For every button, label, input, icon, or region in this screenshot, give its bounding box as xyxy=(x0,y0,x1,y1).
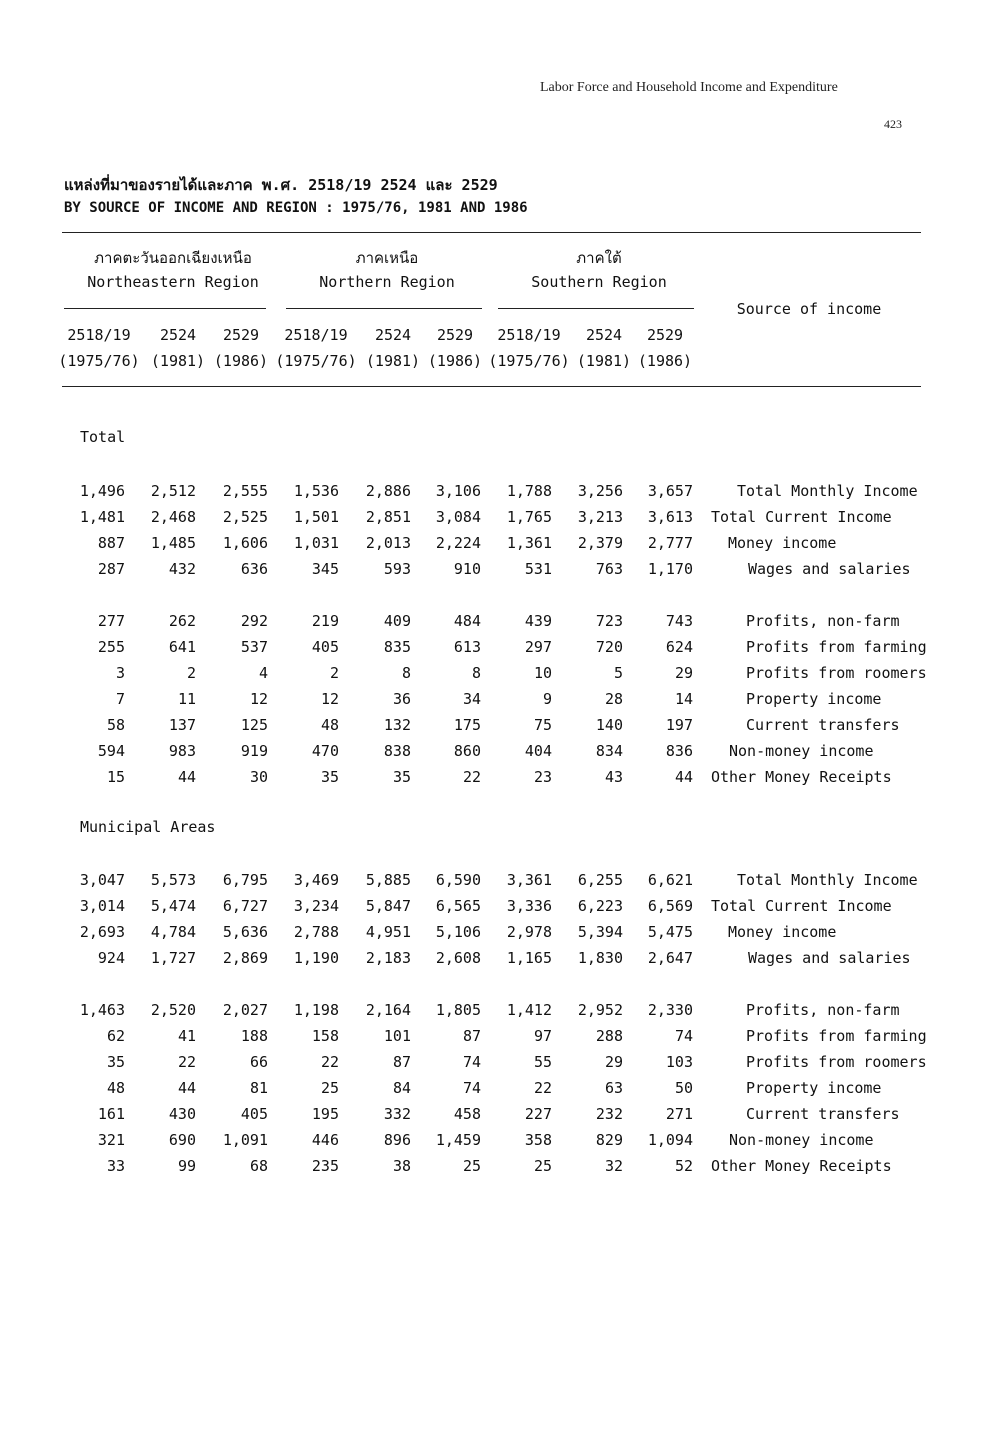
table-cell: 101 xyxy=(383,1027,411,1045)
table-row xyxy=(0,713,990,737)
table-cell: 287 xyxy=(97,560,125,578)
table-cell: 887 xyxy=(97,534,125,552)
table-cell: 5,474 xyxy=(150,897,196,915)
table-cell: 58 xyxy=(106,716,125,734)
row-label: Money income xyxy=(728,534,837,552)
table-cell: 277 xyxy=(97,612,125,630)
table-cell: 7 xyxy=(115,690,125,708)
table-cell: 6,223 xyxy=(577,897,623,915)
year-header-ce: (1981) xyxy=(576,352,632,370)
table-cell: 87 xyxy=(392,1053,411,1071)
table-cell: 896 xyxy=(383,1131,411,1149)
table-cell: 836 xyxy=(665,742,693,760)
table-cell: 1,830 xyxy=(577,949,623,967)
section-title: Total xyxy=(80,428,126,446)
table-cell: 1,606 xyxy=(222,534,268,552)
table-cell: 1,765 xyxy=(506,508,552,526)
table-cell: 5,636 xyxy=(222,923,268,941)
table-cell: 44 xyxy=(674,768,693,786)
table-cell: 74 xyxy=(674,1027,693,1045)
year-header-ce: (1986) xyxy=(427,352,483,370)
table-cell: 983 xyxy=(168,742,196,760)
table-cell: 41 xyxy=(177,1027,196,1045)
row-label: Current transfers xyxy=(746,716,900,734)
table-cell: 5,847 xyxy=(365,897,411,915)
table-cell: 6,795 xyxy=(222,871,268,889)
year-header-be: 2518/19 xyxy=(497,326,561,344)
table-cell: 2,886 xyxy=(365,482,411,500)
top-rule xyxy=(62,232,921,233)
row-label: Wages and salaries xyxy=(748,949,911,967)
table-cell: 1,459 xyxy=(435,1131,481,1149)
table-cell: 3,657 xyxy=(647,482,693,500)
year-header-ce: (1975/76) xyxy=(275,352,357,370)
table-cell: 4,784 xyxy=(150,923,196,941)
table-cell: 2 xyxy=(329,664,339,682)
table-row xyxy=(0,609,990,633)
row-label: Non-money income xyxy=(729,1131,874,1149)
year-header-ce: (1986) xyxy=(637,352,693,370)
table-cell: 405 xyxy=(311,638,339,656)
table-cell: 321 xyxy=(97,1131,125,1149)
table-cell: 75 xyxy=(533,716,552,734)
table-cell: 636 xyxy=(240,560,268,578)
table-cell: 68 xyxy=(249,1157,268,1175)
table-cell: 48 xyxy=(106,1079,125,1097)
column-group-english: Northern Region xyxy=(319,273,455,291)
table-cell: 409 xyxy=(383,612,411,630)
table-cell: 25 xyxy=(462,1157,481,1175)
table-cell: 2,952 xyxy=(577,1001,623,1019)
table-cell: 1,094 xyxy=(647,1131,693,1149)
table-cell: 232 xyxy=(595,1105,623,1123)
row-label: Money income xyxy=(728,923,837,941)
row-label: Total Current Income xyxy=(711,897,892,915)
table-cell: 723 xyxy=(595,612,623,630)
table-cell: 3,106 xyxy=(435,482,481,500)
row-label: Total Current Income xyxy=(711,508,892,526)
table-row xyxy=(0,765,990,789)
table-cell: 1,170 xyxy=(647,560,693,578)
table-cell: 271 xyxy=(665,1105,693,1123)
table-cell: 22 xyxy=(533,1079,552,1097)
table-row xyxy=(0,531,990,555)
table-cell: 470 xyxy=(311,742,339,760)
table-cell: 103 xyxy=(665,1053,693,1071)
table-cell: 537 xyxy=(240,638,268,656)
table-cell: 1,788 xyxy=(506,482,552,500)
table-cell: 2,224 xyxy=(435,534,481,552)
table-cell: 1,190 xyxy=(293,949,339,967)
table-cell: 140 xyxy=(595,716,623,734)
table-row xyxy=(0,479,990,503)
table-cell: 63 xyxy=(604,1079,623,1097)
table-cell: 22 xyxy=(177,1053,196,1071)
table-cell: 531 xyxy=(524,560,552,578)
header-bottom-rule xyxy=(62,386,921,387)
table-cell: 137 xyxy=(168,716,196,734)
table-cell: 44 xyxy=(177,768,196,786)
table-cell: 175 xyxy=(453,716,481,734)
row-label: Profits from roomers xyxy=(746,1053,927,1071)
table-row xyxy=(0,687,990,711)
table-cell: 2,379 xyxy=(577,534,623,552)
table-cell: 99 xyxy=(177,1157,196,1175)
table-row xyxy=(0,635,990,659)
table-cell: 14 xyxy=(674,690,693,708)
table-cell: 28 xyxy=(604,690,623,708)
table-cell: 227 xyxy=(524,1105,552,1123)
table-row xyxy=(0,894,990,918)
table-cell: 2,978 xyxy=(506,923,552,941)
table-cell: 6,569 xyxy=(647,897,693,915)
table-cell: 3,234 xyxy=(293,897,339,915)
year-header-be: 2524 xyxy=(585,326,623,344)
table-cell: 32 xyxy=(604,1157,623,1175)
table-cell: 36 xyxy=(392,690,411,708)
table-cell: 161 xyxy=(97,1105,125,1123)
table-cell: 48 xyxy=(320,716,339,734)
table-cell: 81 xyxy=(249,1079,268,1097)
table-cell: 4 xyxy=(258,664,268,682)
table-cell: 15 xyxy=(106,768,125,786)
year-header-ce: (1981) xyxy=(150,352,206,370)
table-cell: 829 xyxy=(595,1131,623,1149)
table-cell: 3,469 xyxy=(293,871,339,889)
table-cell: 195 xyxy=(311,1105,339,1123)
source-of-income-header: Source of income xyxy=(736,300,882,318)
table-cell: 262 xyxy=(168,612,196,630)
table-cell: 838 xyxy=(383,742,411,760)
table-cell: 6,590 xyxy=(435,871,481,889)
table-cell: 5,885 xyxy=(365,871,411,889)
column-group-english: Northeastern Region xyxy=(87,273,259,291)
table-row xyxy=(0,739,990,763)
table-cell: 5,573 xyxy=(150,871,196,889)
table-cell: 2,869 xyxy=(222,949,268,967)
year-header-be: 2529 xyxy=(222,326,260,344)
column-group-northeastern xyxy=(62,246,284,294)
table-cell: 1,727 xyxy=(150,949,196,967)
table-cell: 5,475 xyxy=(647,923,693,941)
table-cell: 3,361 xyxy=(506,871,552,889)
table-cell: 35 xyxy=(320,768,339,786)
table-cell: 593 xyxy=(383,560,411,578)
row-label: Profits, non-farm xyxy=(746,1001,900,1019)
table-cell: 29 xyxy=(604,1053,623,1071)
table-cell: 2,693 xyxy=(79,923,125,941)
column-group-english: Southern Region xyxy=(531,273,667,291)
table-cell: 288 xyxy=(595,1027,623,1045)
column-group-thai: ภาคเหนือ xyxy=(355,249,419,267)
table-cell: 125 xyxy=(240,716,268,734)
table-cell: 2,555 xyxy=(222,482,268,500)
table-cell: 2,647 xyxy=(647,949,693,967)
table-cell: 2,183 xyxy=(365,949,411,967)
table-title-english: BY SOURCE OF INCOME AND REGION : 1975/76, 1981 AND 1986 xyxy=(64,200,528,216)
table-cell: 158 xyxy=(311,1027,339,1045)
table-cell: 62 xyxy=(106,1027,125,1045)
table-cell: 66 xyxy=(249,1053,268,1071)
table-row xyxy=(0,920,990,944)
table-cell: 8 xyxy=(401,664,411,682)
table-row xyxy=(0,505,990,529)
section-title: Municipal Areas xyxy=(80,818,216,836)
table-cell: 35 xyxy=(106,1053,125,1071)
table-cell: 25 xyxy=(533,1157,552,1175)
table-row xyxy=(0,1024,990,1048)
table-cell: 87 xyxy=(462,1027,481,1045)
group-rule xyxy=(286,308,482,309)
row-label: Property income xyxy=(746,690,882,708)
table-cell: 910 xyxy=(453,560,481,578)
table-cell: 3,084 xyxy=(435,508,481,526)
table-cell: 613 xyxy=(453,638,481,656)
row-label: Current transfers xyxy=(746,1105,900,1123)
table-cell: 6,727 xyxy=(222,897,268,915)
table-cell: 9 xyxy=(542,690,552,708)
table-cell: 52 xyxy=(674,1157,693,1175)
table-row xyxy=(0,868,990,892)
table-cell: 834 xyxy=(595,742,623,760)
table-cell: 332 xyxy=(383,1105,411,1123)
table-row xyxy=(0,1050,990,1074)
table-cell: 763 xyxy=(595,560,623,578)
table-cell: 255 xyxy=(97,638,125,656)
column-group-thai: ภาคตะวันออกเฉียงเหนือ xyxy=(94,249,252,267)
table-cell: 690 xyxy=(168,1131,196,1149)
year-header-be: 2529 xyxy=(646,326,684,344)
table-cell: 3,256 xyxy=(577,482,623,500)
table-cell: 1,361 xyxy=(506,534,552,552)
table-cell: 235 xyxy=(311,1157,339,1175)
page-number: 423 xyxy=(884,117,902,131)
table-cell: 2,468 xyxy=(150,508,196,526)
table-cell: 3,613 xyxy=(647,508,693,526)
table-cell: 30 xyxy=(249,768,268,786)
row-label: Profits from farming xyxy=(746,638,927,656)
table-cell: 641 xyxy=(168,638,196,656)
table-cell: 6,621 xyxy=(647,871,693,889)
table-cell: 12 xyxy=(249,690,268,708)
table-cell: 743 xyxy=(665,612,693,630)
table-cell: 29 xyxy=(674,664,693,682)
row-label: Property income xyxy=(746,1079,882,1097)
table-cell: 50 xyxy=(674,1079,693,1097)
table-cell: 55 xyxy=(533,1053,552,1071)
table-cell: 1,091 xyxy=(222,1131,268,1149)
table-cell: 1,165 xyxy=(506,949,552,967)
table-cell: 345 xyxy=(311,560,339,578)
table-cell: 860 xyxy=(453,742,481,760)
table-cell: 358 xyxy=(524,1131,552,1149)
row-label: Other Money Receipts xyxy=(711,768,892,786)
table-cell: 3,014 xyxy=(79,897,125,915)
table-cell: 4,951 xyxy=(365,923,411,941)
running-head: Labor Force and Household Income and Expenditure xyxy=(540,80,838,95)
table-cell: 197 xyxy=(665,716,693,734)
table-cell: 404 xyxy=(524,742,552,760)
table-row xyxy=(0,1102,990,1126)
table-cell: 2,027 xyxy=(222,1001,268,1019)
table-cell: 219 xyxy=(311,612,339,630)
table-cell: 3 xyxy=(115,664,125,682)
row-label: Other Money Receipts xyxy=(711,1157,892,1175)
table-cell: 33 xyxy=(106,1157,125,1175)
table-cell: 3,047 xyxy=(79,871,125,889)
row-label: Profits from roomers xyxy=(746,664,927,682)
table-cell: 74 xyxy=(462,1053,481,1071)
column-group-thai: ภาคใต้ xyxy=(576,249,622,267)
year-header-ce: (1975/76) xyxy=(488,352,570,370)
table-cell: 132 xyxy=(383,716,411,734)
table-cell: 1,198 xyxy=(293,1001,339,1019)
year-header-be: 2529 xyxy=(436,326,474,344)
row-label: Profits, non-farm xyxy=(746,612,900,630)
table-cell: 84 xyxy=(392,1079,411,1097)
table-cell: 22 xyxy=(462,768,481,786)
table-cell: 5 xyxy=(613,664,623,682)
table-cell: 720 xyxy=(595,638,623,656)
table-cell: 2,851 xyxy=(365,508,411,526)
year-header-be: 2524 xyxy=(374,326,412,344)
table-cell: 8 xyxy=(471,664,481,682)
table-row xyxy=(0,998,990,1022)
table-cell: 1,496 xyxy=(79,482,125,500)
table-cell: 1,031 xyxy=(293,534,339,552)
table-cell: 34 xyxy=(462,690,481,708)
table-cell: 919 xyxy=(240,742,268,760)
row-label: Wages and salaries xyxy=(748,560,911,578)
row-label: Profits from farming xyxy=(746,1027,927,1045)
table-cell: 35 xyxy=(392,768,411,786)
table-cell: 1,481 xyxy=(79,508,125,526)
table-cell: 12 xyxy=(320,690,339,708)
table-cell: 188 xyxy=(240,1027,268,1045)
table-cell: 6,565 xyxy=(435,897,481,915)
table-cell: 10 xyxy=(533,664,552,682)
table-row xyxy=(0,557,990,581)
table-cell: 2,608 xyxy=(435,949,481,967)
row-label: Total Monthly Income xyxy=(737,871,918,889)
table-cell: 97 xyxy=(533,1027,552,1045)
table-cell: 1,463 xyxy=(79,1001,125,1019)
table-cell: 924 xyxy=(97,949,125,967)
table-cell: 38 xyxy=(392,1157,411,1175)
table-cell: 74 xyxy=(462,1079,481,1097)
table-cell: 3,213 xyxy=(577,508,623,526)
table-cell: 22 xyxy=(320,1053,339,1071)
table-cell: 43 xyxy=(604,768,623,786)
table-cell: 2 xyxy=(186,664,196,682)
table-cell: 439 xyxy=(524,612,552,630)
group-rule xyxy=(498,308,694,309)
table-cell: 292 xyxy=(240,612,268,630)
table-cell: 23 xyxy=(533,768,552,786)
table-cell: 1,536 xyxy=(293,482,339,500)
year-header-ce: (1981) xyxy=(365,352,421,370)
table-cell: 44 xyxy=(177,1079,196,1097)
table-cell: 2,777 xyxy=(647,534,693,552)
table-row xyxy=(0,946,990,970)
table-cell: 446 xyxy=(311,1131,339,1149)
row-label: Non-money income xyxy=(729,742,874,760)
column-group-northern xyxy=(276,246,498,294)
table-cell: 430 xyxy=(168,1105,196,1123)
group-rule xyxy=(64,308,266,309)
table-cell: 458 xyxy=(453,1105,481,1123)
year-header-be: 2518/19 xyxy=(67,326,131,344)
table-cell: 2,330 xyxy=(647,1001,693,1019)
table-row xyxy=(0,1154,990,1178)
table-cell: 594 xyxy=(97,742,125,760)
table-cell: 624 xyxy=(665,638,693,656)
table-cell: 1,501 xyxy=(293,508,339,526)
table-cell: 2,525 xyxy=(222,508,268,526)
table-row xyxy=(0,661,990,685)
table-cell: 2,164 xyxy=(365,1001,411,1019)
table-cell: 11 xyxy=(177,690,196,708)
table-cell: 25 xyxy=(320,1079,339,1097)
column-group-southern xyxy=(488,246,710,294)
year-header-ce: (1986) xyxy=(213,352,269,370)
table-cell: 405 xyxy=(240,1105,268,1123)
table-cell: 1,805 xyxy=(435,1001,481,1019)
table-cell: 484 xyxy=(453,612,481,630)
table-row xyxy=(0,1128,990,1152)
year-header-ce: (1975/76) xyxy=(58,352,140,370)
year-header-be: 2518/19 xyxy=(284,326,348,344)
table-cell: 5,106 xyxy=(435,923,481,941)
table-cell: 6,255 xyxy=(577,871,623,889)
table-cell: 2,520 xyxy=(150,1001,196,1019)
table-title-thai: แหล่งที่มาของรายได้และภาค พ.ศ. 2518/19 2524 และ 2529 xyxy=(64,176,498,194)
row-label: Total Monthly Income xyxy=(737,482,918,500)
table-cell: 432 xyxy=(168,560,196,578)
table-cell: 1,412 xyxy=(506,1001,552,1019)
table-cell: 2,788 xyxy=(293,923,339,941)
table-cell: 297 xyxy=(524,638,552,656)
year-header-be: 2524 xyxy=(159,326,197,344)
table-cell: 5,394 xyxy=(577,923,623,941)
table-cell: 3,336 xyxy=(506,897,552,915)
table-cell: 2,013 xyxy=(365,534,411,552)
table-cell: 835 xyxy=(383,638,411,656)
table-cell: 1,485 xyxy=(150,534,196,552)
table-cell: 2,512 xyxy=(150,482,196,500)
table-row xyxy=(0,1076,990,1100)
